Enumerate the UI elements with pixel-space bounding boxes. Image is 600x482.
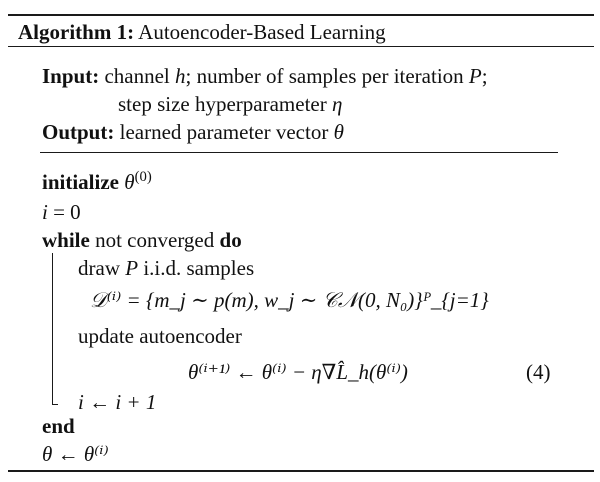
- io-separator-rule: [40, 152, 558, 153]
- var-eta: η: [331, 92, 343, 116]
- var-h: h: [175, 64, 186, 88]
- while-keyword: while: [42, 228, 90, 252]
- draw-line: [78, 258, 254, 279]
- algorithm-header: [18, 22, 386, 43]
- increment-line: i ← i + 1: [78, 390, 157, 414]
- draw-var-P: P: [125, 256, 139, 280]
- output-line: [42, 122, 344, 143]
- while-condition: not converged: [95, 228, 215, 252]
- input-text-1b: ; number of samples per iteration: [185, 64, 469, 88]
- input-label: Input:: [42, 64, 100, 88]
- update-line: update autoencoder: [78, 324, 242, 348]
- output-label: Output:: [42, 120, 115, 144]
- i-init-line: [42, 202, 81, 223]
- input-text-2: step size hyperparameter: [118, 92, 332, 116]
- top-rule: [8, 14, 594, 16]
- algorithm-title: Autoencoder-Based Learning: [138, 20, 386, 44]
- bottom-rule: [8, 470, 594, 472]
- final-assignment: θ ← θ⁽ⁱ⁾: [42, 442, 109, 466]
- init-theta: θ: [124, 170, 135, 194]
- output-text: learned parameter vector: [119, 120, 334, 144]
- initialize-keyword: initialize: [42, 170, 119, 194]
- dataset-equation: 𝒟⁽ⁱ⁾ = {m_j ∼ p(m), w_j ∼ 𝒞𝒩(0, N₀)}ᴾ_{j=1}: [90, 288, 489, 312]
- init-superscript: (0): [134, 169, 152, 185]
- algorithm-label: Algorithm 1:: [18, 20, 135, 44]
- draw-text-b: i.i.d. samples: [138, 256, 255, 280]
- end-keyword: end: [42, 414, 75, 438]
- update-equation: θ⁽ⁱ⁺¹⁾ ← θ⁽ⁱ⁾ − η∇L̂_h(θ⁽ⁱ⁾): [188, 360, 408, 384]
- loop-scope-foot: [52, 404, 58, 405]
- var-theta: θ: [333, 120, 344, 144]
- input-line-1: [42, 66, 488, 87]
- loop-scope-bar: [52, 253, 53, 405]
- input-text-1a: channel: [104, 64, 175, 88]
- do-keyword: do: [219, 228, 242, 252]
- header-rule: [8, 46, 594, 47]
- i-equals-zero: i = 0: [42, 200, 81, 224]
- input-line-2: [118, 94, 342, 115]
- equation-number: (4): [526, 360, 551, 384]
- while-line: [42, 230, 242, 251]
- var-P: P: [468, 64, 482, 88]
- initialize-line: [42, 169, 152, 194]
- draw-text-a: draw: [78, 256, 126, 280]
- input-text-1c: ;: [481, 64, 488, 88]
